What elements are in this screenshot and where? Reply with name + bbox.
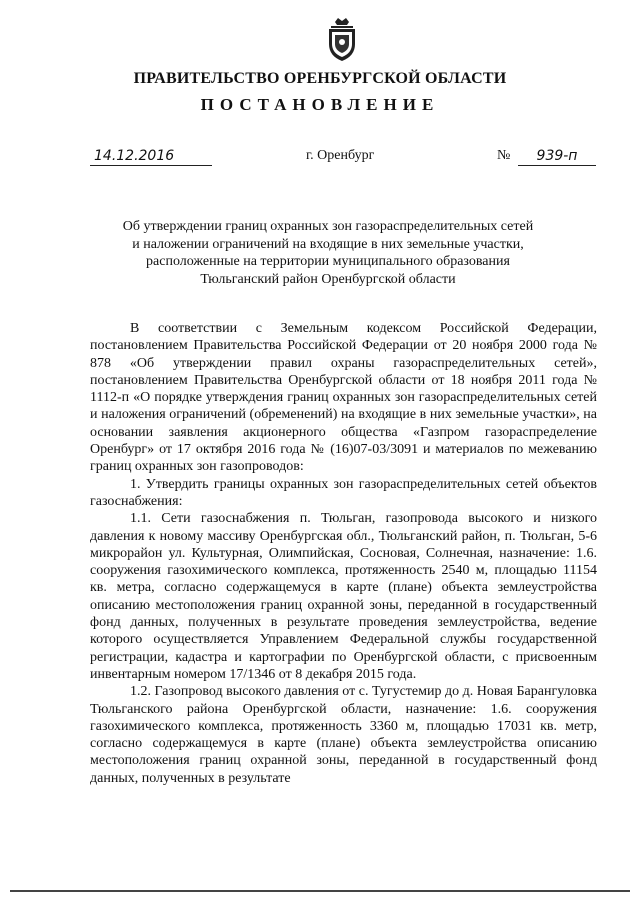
document-heading bbox=[80, 218, 576, 288]
body-paragraph: 1. Утвердить границы охранных зон газораспределительных сетей объектов газоснабжения: bbox=[90, 476, 597, 509]
page-bottom-rule bbox=[10, 890, 630, 892]
document-city: г. Оренбург bbox=[306, 148, 375, 163]
document-date: 14.12.2016 bbox=[90, 148, 212, 166]
heading-line: Тюльганский район Оренбургской области bbox=[200, 271, 456, 287]
body-paragraph: 1.2. Газопровод высокого давления от с. Тугустемир до д. Новая Барангуловка Тюльганского района Оренбургской области, назначение: 1.6. сооружения газохимического комплекса, протяженность 3360 м, площадью 17031 кв. метр, согласно содержащемуся в карте (плане) объекта землеустройства описанию местоположения границ охранной зоны, переданной в государственный фонд данных, полученных в результате bbox=[90, 684, 597, 786]
heading-line: и наложении ограничений на входящие в них земельные участки, bbox=[132, 236, 524, 252]
body-paragraph: 1.1. Сети газоснабжения п. Тюльган, газопровода высокого и низкого давления к новому массиву Оренбургская обл., Тюльганский район, п. Тюльган, 5-6 микрорайон ул. Культурная, Олимпийская, Сосновая, Солнечная, назначение: 1.6. сооружения газохимического комплекса, протяженность 2540 м, площадью 11154 кв. метра, согласно содержащемуся в карте (плане) объекта землеустройства описанию местоположения границ охранной зоны, переданной в государственный фонд данных, полученных в результате проведения землеустройства, ведение которого осуществляется Управлением Федеральной службы государственной регистрации, кадастра и картографии по Оренбургской области, с присвоенным инвентарным номером 17/1346 от 8 декабря 2015 года. bbox=[90, 511, 597, 682]
document-body bbox=[90, 320, 597, 787]
oren-coat-of-arms-icon bbox=[325, 16, 359, 62]
heading-line: расположенные на территории муниципального образования bbox=[146, 254, 510, 269]
document-number: 939-п bbox=[518, 148, 596, 166]
document-type: ПОСТАНОВЛЕНИЕ bbox=[200, 95, 440, 114]
heading-line: Об утверждении границ охранных зон газораспределительных сетей bbox=[122, 219, 534, 234]
government-title: ПРАВИТЕЛЬСТВО ОРЕНБУРГСКОЙ ОБЛАСТИ bbox=[133, 70, 507, 87]
body-paragraph: В соответствии с Земельным кодексом Российской Федерации, постановлением Правительства Российской Федерации от 20 ноября 2000 года № 878 «Об утверждении правил охраны газораспределительных сетей», постановлением Правительства Оренбургской области от 18 ноября 2011 года № 1112-п «О порядке утверждения границ охранных зон газораспределительных сетей и наложения ограничений (обременений) на входящие в них земельные участки», на основании заявления акционерного общества «Газпром газораспределение Оренбург» от 17 октября 2016 года № (16)07-03/3091 и материалов по межеванию границ охранных зон газопроводов: bbox=[90, 321, 597, 475]
document-number-label: № bbox=[497, 148, 511, 163]
